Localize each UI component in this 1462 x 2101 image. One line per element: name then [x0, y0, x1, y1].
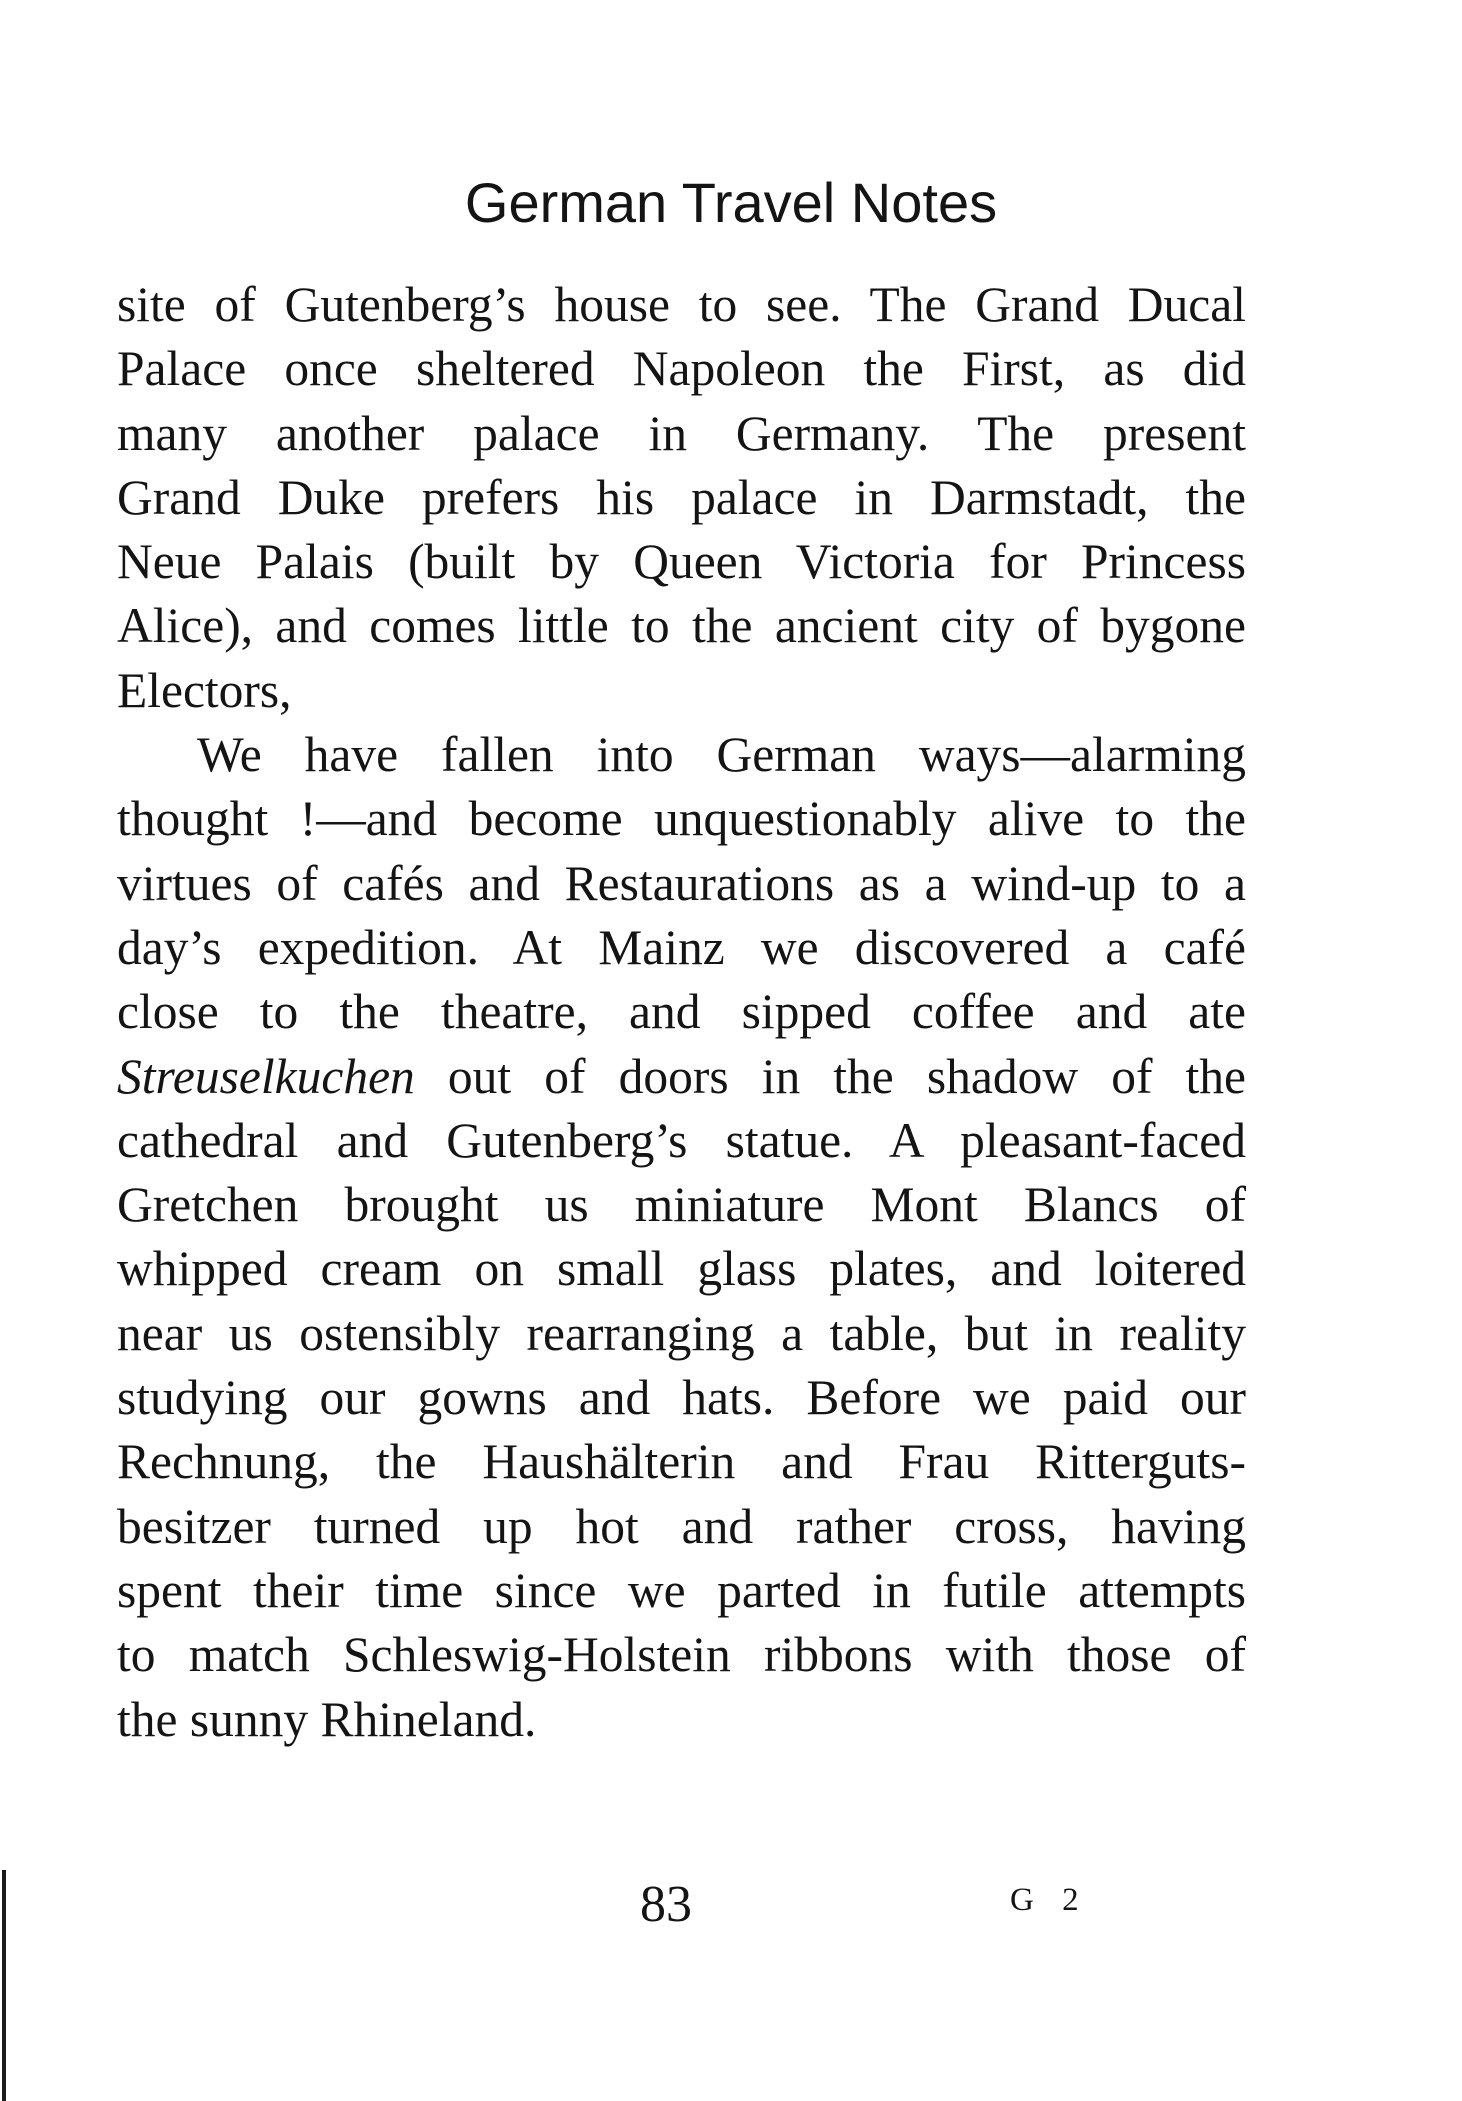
text-line: Rechnung, the Haushälterin and Frau Ritterguts- — [117, 1434, 1246, 1490]
page-number: 83 — [640, 1876, 692, 1933]
text-line — [117, 1045, 1246, 1109]
text-line: close to the theatre, and sipped coffee and ate — [117, 984, 1246, 1040]
text-line-rest: out of doors in the shadow of the — [447, 1048, 1247, 1104]
text-line: the sunny Rhineland. — [117, 1691, 537, 1747]
text-line: Electors, — [117, 662, 292, 718]
italic-term: Streuselkuchen — [117, 1048, 415, 1104]
text-line: Palace once sheltered Napoleon the First, as did — [117, 341, 1246, 397]
text-line: to match Schleswig-Holstein ribbons with those of — [117, 1627, 1246, 1683]
text-line: whipped cream on small glass plates, and loitered — [117, 1241, 1246, 1297]
text-line: cathedral and Gutenberg’s statue. A pleasant-faced — [117, 1112, 1246, 1168]
text-line: We have fallen into German ways—alarming — [197, 727, 1246, 783]
text-line: spent their time since we parted in futile attempts — [117, 1562, 1246, 1618]
scan-edge-line — [2, 1870, 6, 2101]
text-line: day’s expedition. At Mainz we discovered a café — [117, 919, 1246, 975]
text-line: Neue Palais (built by Queen Victoria for Princess — [117, 534, 1246, 590]
text-line: besitzer turned up hot and rather cross, having — [117, 1498, 1246, 1554]
running-head: German Travel Notes — [464, 171, 998, 234]
text-line: Alice), and comes little to the ancient city of bygone — [117, 598, 1246, 654]
text-line: thought !—and become unquestionably alive to the — [117, 791, 1246, 847]
text-line: Grand Duke prefers his palace in Darmstadt, the — [117, 469, 1246, 525]
text-line: studying our gowns and hats. Before we paid our — [117, 1370, 1246, 1426]
text-line: Gretchen brought us miniature Mont Blancs of — [117, 1177, 1246, 1233]
signature-mark: G 2 — [1010, 1882, 1089, 1918]
text-line: virtues of cafés and Restaurations as a wind-up to a — [117, 855, 1246, 911]
text-line: many another palace in Germany. The present — [117, 405, 1246, 461]
body-text — [117, 273, 1246, 1752]
text-line: site of Gutenberg’s house to see. The Grand Ducal — [117, 277, 1246, 332]
text-line: near us ostensibly rearranging a table, but in reality — [117, 1305, 1246, 1361]
